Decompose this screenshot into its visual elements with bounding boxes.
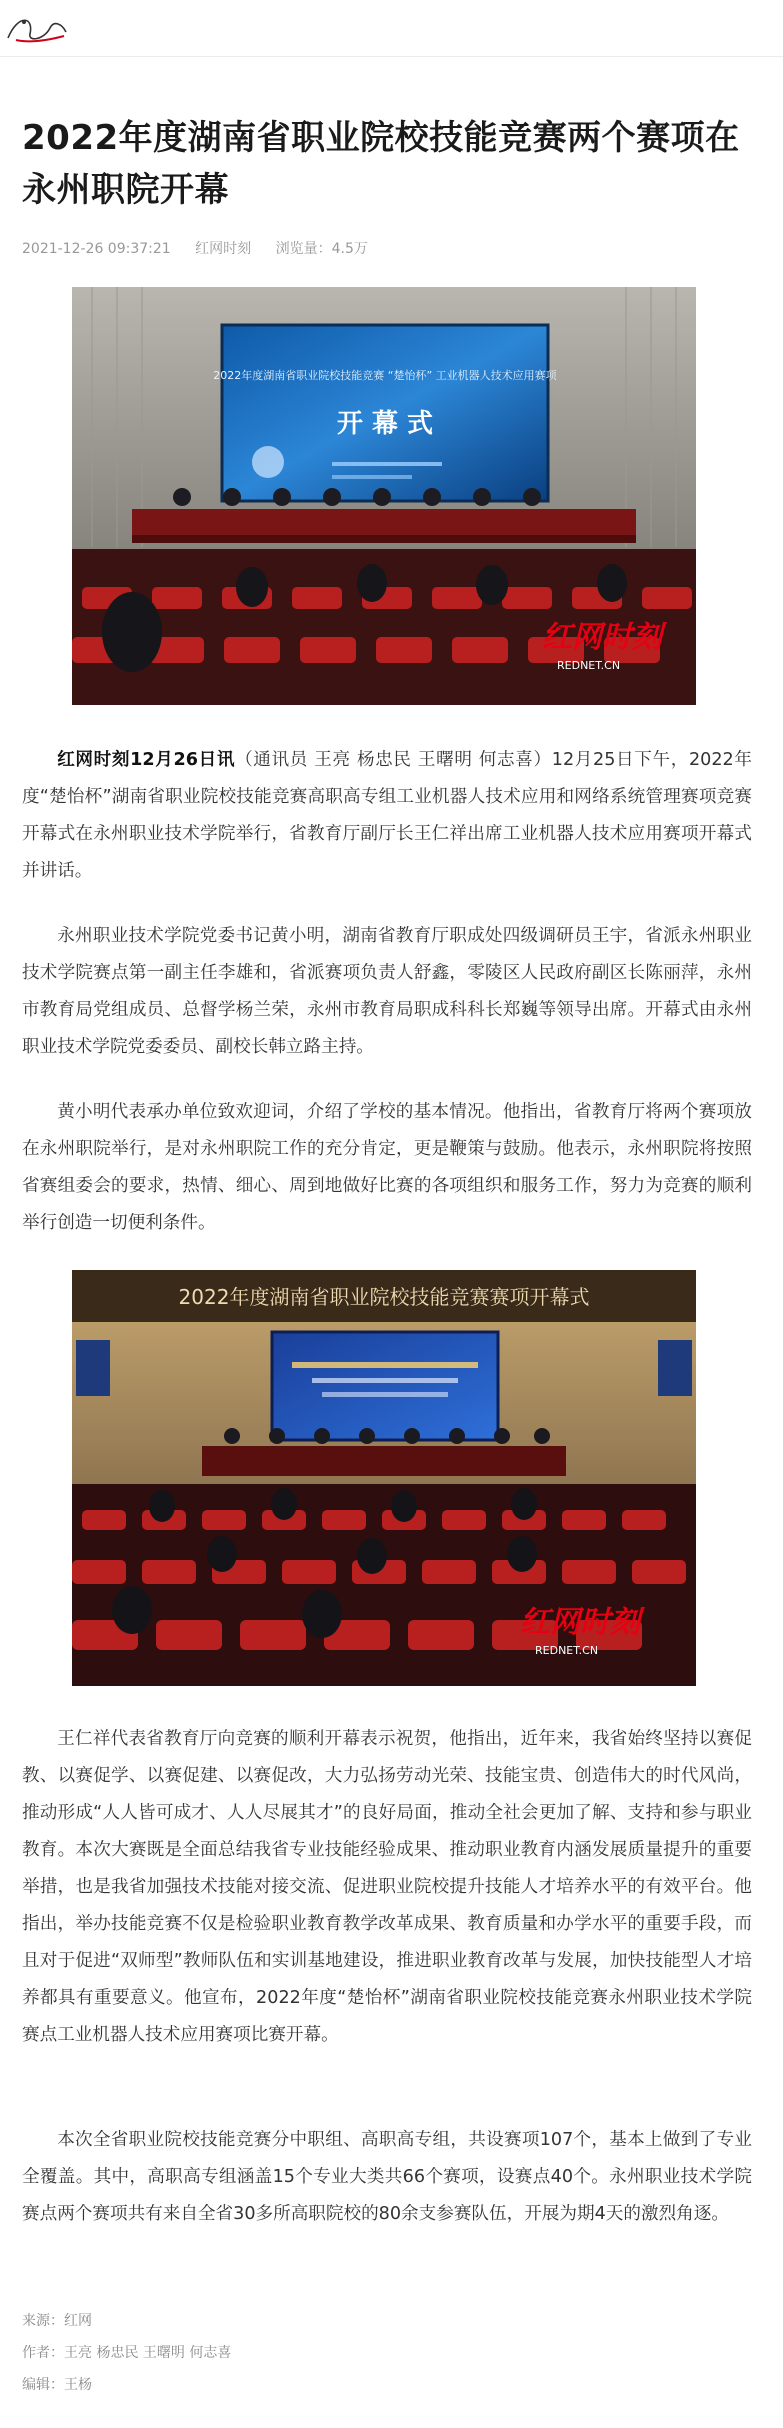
top-bar [0, 0, 783, 57]
footer-editor: 编辑：王杨 [22, 2377, 92, 2393]
paragraph-1-lead: 红网时刻12月26日讯 [57, 750, 236, 770]
article-header [22, 112, 752, 260]
article-title: 2022年度湖南省职业院校技能竞赛两个赛项在永州职院开幕 [22, 118, 740, 210]
photo-1-watermark-sub: REDNET.CN [557, 659, 621, 672]
footer-source: 来源：红网 [22, 2313, 92, 2329]
paragraph-1-text: （通讯员 王亮 杨忠民 王曙明 何志喜）12月25日下午，2022年度“楚怡杯”湖南省职业院校技能竞赛高职高专组工业机器人技术应用和网络系统管理赛项竞赛开幕式在永州职业技术学院举行，省教育厅副厅长王仁祥出席工业机器人技术应用赛项开幕式并讲话。 [22, 750, 752, 881]
article-footer [22, 2305, 752, 2401]
paragraph-1 [22, 742, 752, 890]
view-count: 浏览量：4.5万 [275, 241, 368, 257]
site-logo[interactable] [4, 10, 74, 46]
article-photo-2 [72, 1270, 696, 1686]
screen-title: 开 幕 式 [336, 409, 434, 439]
paragraph-3: 黄小明代表承办单位致欢迎词，介绍了学校的基本情况。他指出，省教育厅将两个赛项放在永州职院举行，是对永州职院工作的充分肯定，更是鞭策与鼓励。他表示，永州职院将按照省赛组委会的要求，热情、细心、周到地做好比赛的各项组织和服务工作，努力为竞赛的顺利举行创造一切便利条件。 [22, 1102, 752, 1233]
paragraph-4: 王仁祥代表省教育厅向竞赛的顺利开幕表示祝贺，他指出，近年来，我省始终坚持以赛促教、以赛促学、以赛促建、以赛促改，大力弘扬劳动光荣、技能宝贵、创造伟大的时代风尚，推动形成“人人皆可成才、人人尽展其才”的良好局面，推动全社会更加了解、支持和参与职业教育。本次大赛既是全面总结我省专业技能经验成果、推动职业教育内涵发展质量提升的重要举措，也是我省加强技术技能对接交流、促进职业院校提升技能人才培养水平的有效平台。他指出，举办技能竞赛不仅是检验职业教育教学改革成果、教育质量和办学水平的重要手段，而且对于促进“双师型”教师队伍和实训基地建设，推进职业教育改革与发展，加快技能型人才培养都具有重要意义。他宣布，2022年度“楚怡杯”湖南省职业院校技能竞赛永州职业技术学院赛点工业机器人技术应用赛项比赛开幕。 [22, 1729, 752, 2045]
photo-2-watermark-sub: REDNET.CN [535, 1644, 599, 1657]
source-link[interactable]: 红网时刻 [195, 241, 252, 257]
photo-1-illustration [72, 287, 696, 705]
photo-2-watermark: 红网时刻 [520, 1605, 640, 1640]
paragraph-2: 永州职业技术学院党委书记黄小明，湖南省教育厅职成处四级调研员王宇，省派永州职业技术学院赛点第一副主任李雄和，省派赛项负责人舒鑫，零陵区人民政府副区长陈丽萍，永州市教育局党组成员、总督学杨兰荣，永州市教育局职成科科长郑巍等领导出席。开幕式由永州职业技术学院党委委员、副校长韩立路主持。 [22, 926, 752, 1057]
article-meta [22, 238, 752, 260]
footer-author: 作者：王亮 杨忠民 王曙明 何志喜 [22, 2345, 232, 2361]
photo-2-illustration [72, 1270, 696, 1686]
hall-banner: 2022年度湖南省职业院校技能竞赛赛项开幕式 [178, 1285, 590, 1309]
paragraph-5: 本次全省职业院校技能竞赛分中职组、高职高专组，共设赛项107个，基本上做到了专业全覆盖。其中，高职高专组涵盖15个专业大类共66个赛项，设赛点40个。永州职业技术学院赛点两个赛项共有来自全省30多所高职院校的80余支参赛队伍，开展为期4天的激烈角逐。 [22, 2130, 752, 2224]
screen-subtitle: 2022年度湖南省职业院校技能竞赛 “楚怡杯” 工业机器人技术应用赛项 [213, 369, 557, 382]
photo-1-watermark: 红网时刻 [542, 620, 662, 655]
article-photo-1 [72, 287, 696, 705]
publish-timestamp: 2021-12-26 09:37:21 [22, 241, 171, 257]
